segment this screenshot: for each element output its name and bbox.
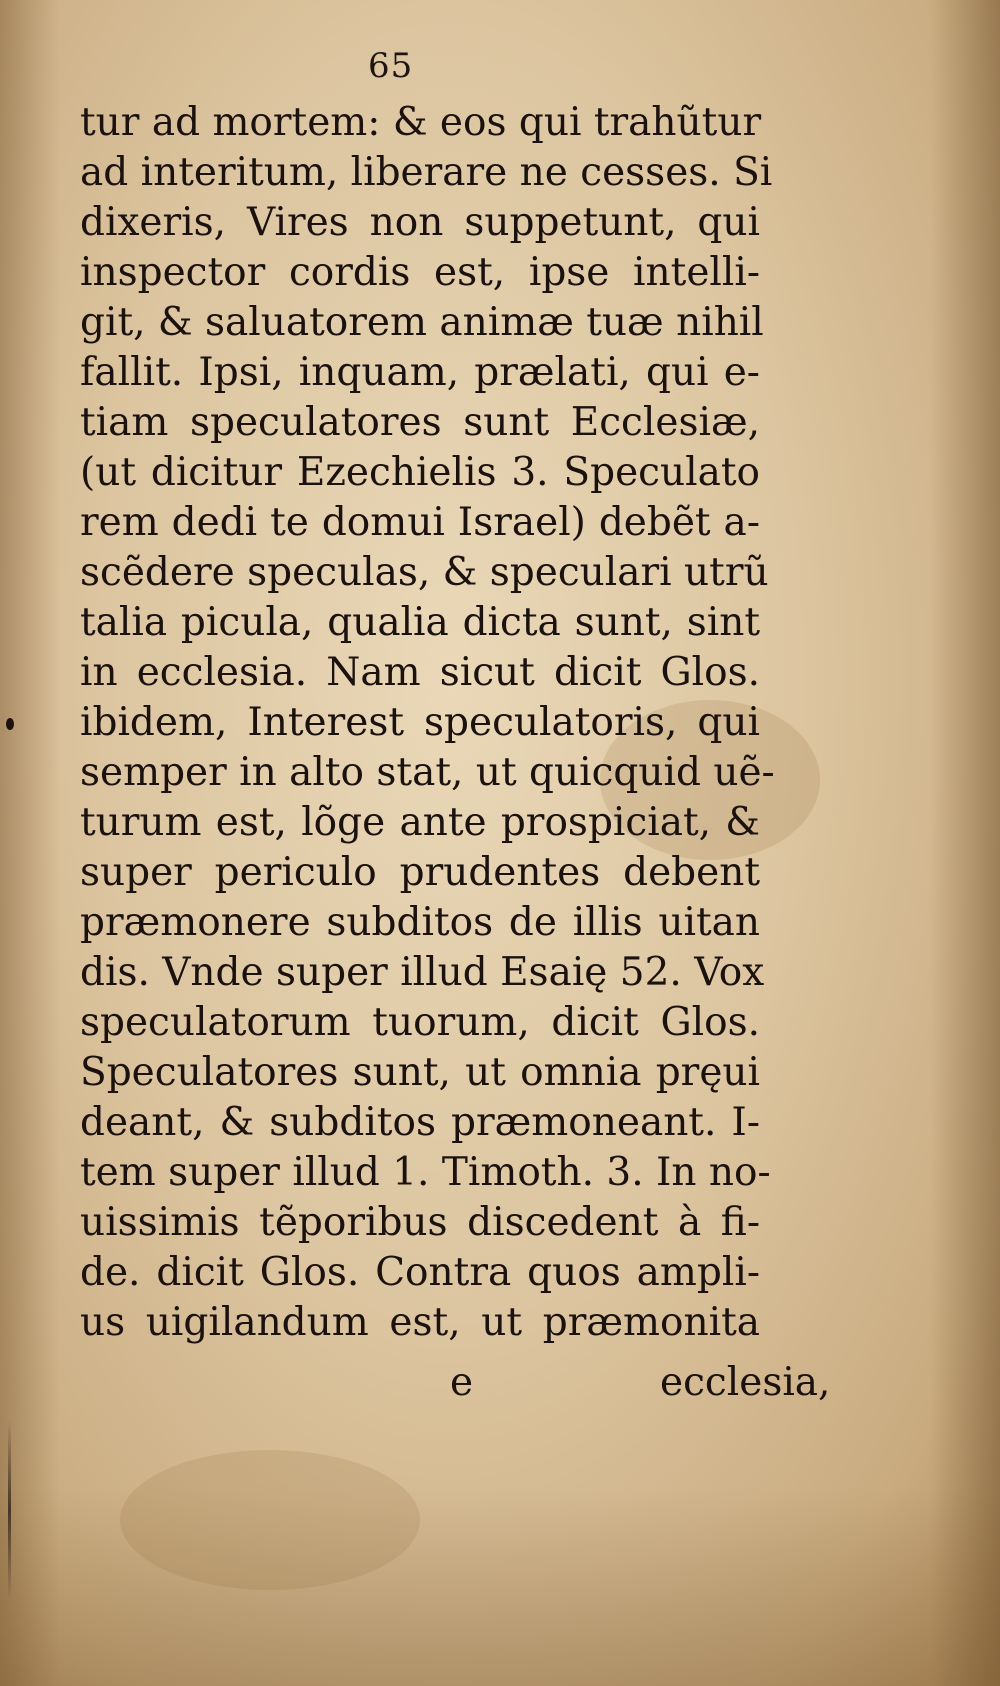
page-number: 65 xyxy=(368,46,414,86)
text-line: speculatorum tuorum, dicit Glos. xyxy=(80,1000,760,1045)
text-line: dixeris, Vires non suppetunt, qui xyxy=(80,200,760,245)
text-line: super periculo prudentes debent xyxy=(80,850,760,895)
text-line: rem dedi te domui Israel) debẽt a- xyxy=(80,500,760,545)
text-line: git, & saluatorem animæ tuæ nihil xyxy=(80,300,764,345)
text-line: us uigilandum est, ut præmonita xyxy=(80,1300,760,1345)
text-line: inspector cordis est, ipse intelli- xyxy=(80,250,760,295)
text-line: fallit. Ipsi, inquam, prælati, qui e- xyxy=(80,350,760,395)
text-line: in ecclesia. Nam sicut dicit Glos. xyxy=(80,650,760,695)
paper-stain xyxy=(120,1450,420,1590)
ink-blot xyxy=(6,718,14,730)
text-line: ibidem, Interest speculatoris, qui xyxy=(80,700,760,745)
binding-thread xyxy=(8,1420,11,1600)
text-line: (ut dicitur Ezechielis 3. Speculato xyxy=(80,450,760,495)
text-line: talia picula, qualia dicta sunt, sint xyxy=(80,600,760,645)
page-edge-shadow-right xyxy=(930,0,1000,1686)
text-line: uissimis tẽporibus discedent à fi- xyxy=(80,1200,760,1245)
signature-mark: e xyxy=(450,1360,474,1405)
text-line: tur ad mortem: & eos qui trahũtur xyxy=(80,100,762,145)
text-line: deant, & subditos præmoneant. I- xyxy=(80,1100,760,1145)
footer-line xyxy=(80,1358,831,1408)
text-line: tem super illud 1. Timoth. 3. In no- xyxy=(80,1150,771,1195)
main-text-block xyxy=(80,98,775,1348)
text-line: tiam speculatores sunt Ecclesiæ, xyxy=(80,400,760,445)
text-line: turum est, lõge ante prospiciat, & xyxy=(80,800,760,845)
catchword: ecclesia, xyxy=(660,1360,831,1405)
text-line: de. dicit Glos. Contra quos ampli- xyxy=(80,1250,760,1295)
text-line: præmonere subditos de illis uitan xyxy=(80,900,760,945)
text-line: scẽdere speculas, & speculari utrũ xyxy=(80,550,769,595)
text-line: Speculatores sunt, ut omnia pręui xyxy=(80,1050,760,1095)
text-line: dis. Vnde super illud Esaię 52. Vox xyxy=(80,950,765,995)
text-line: ad interitum, liberare ne cesses. Si xyxy=(80,150,773,195)
text-line: semper in alto stat, ut quicquid uẽ- xyxy=(80,750,775,795)
